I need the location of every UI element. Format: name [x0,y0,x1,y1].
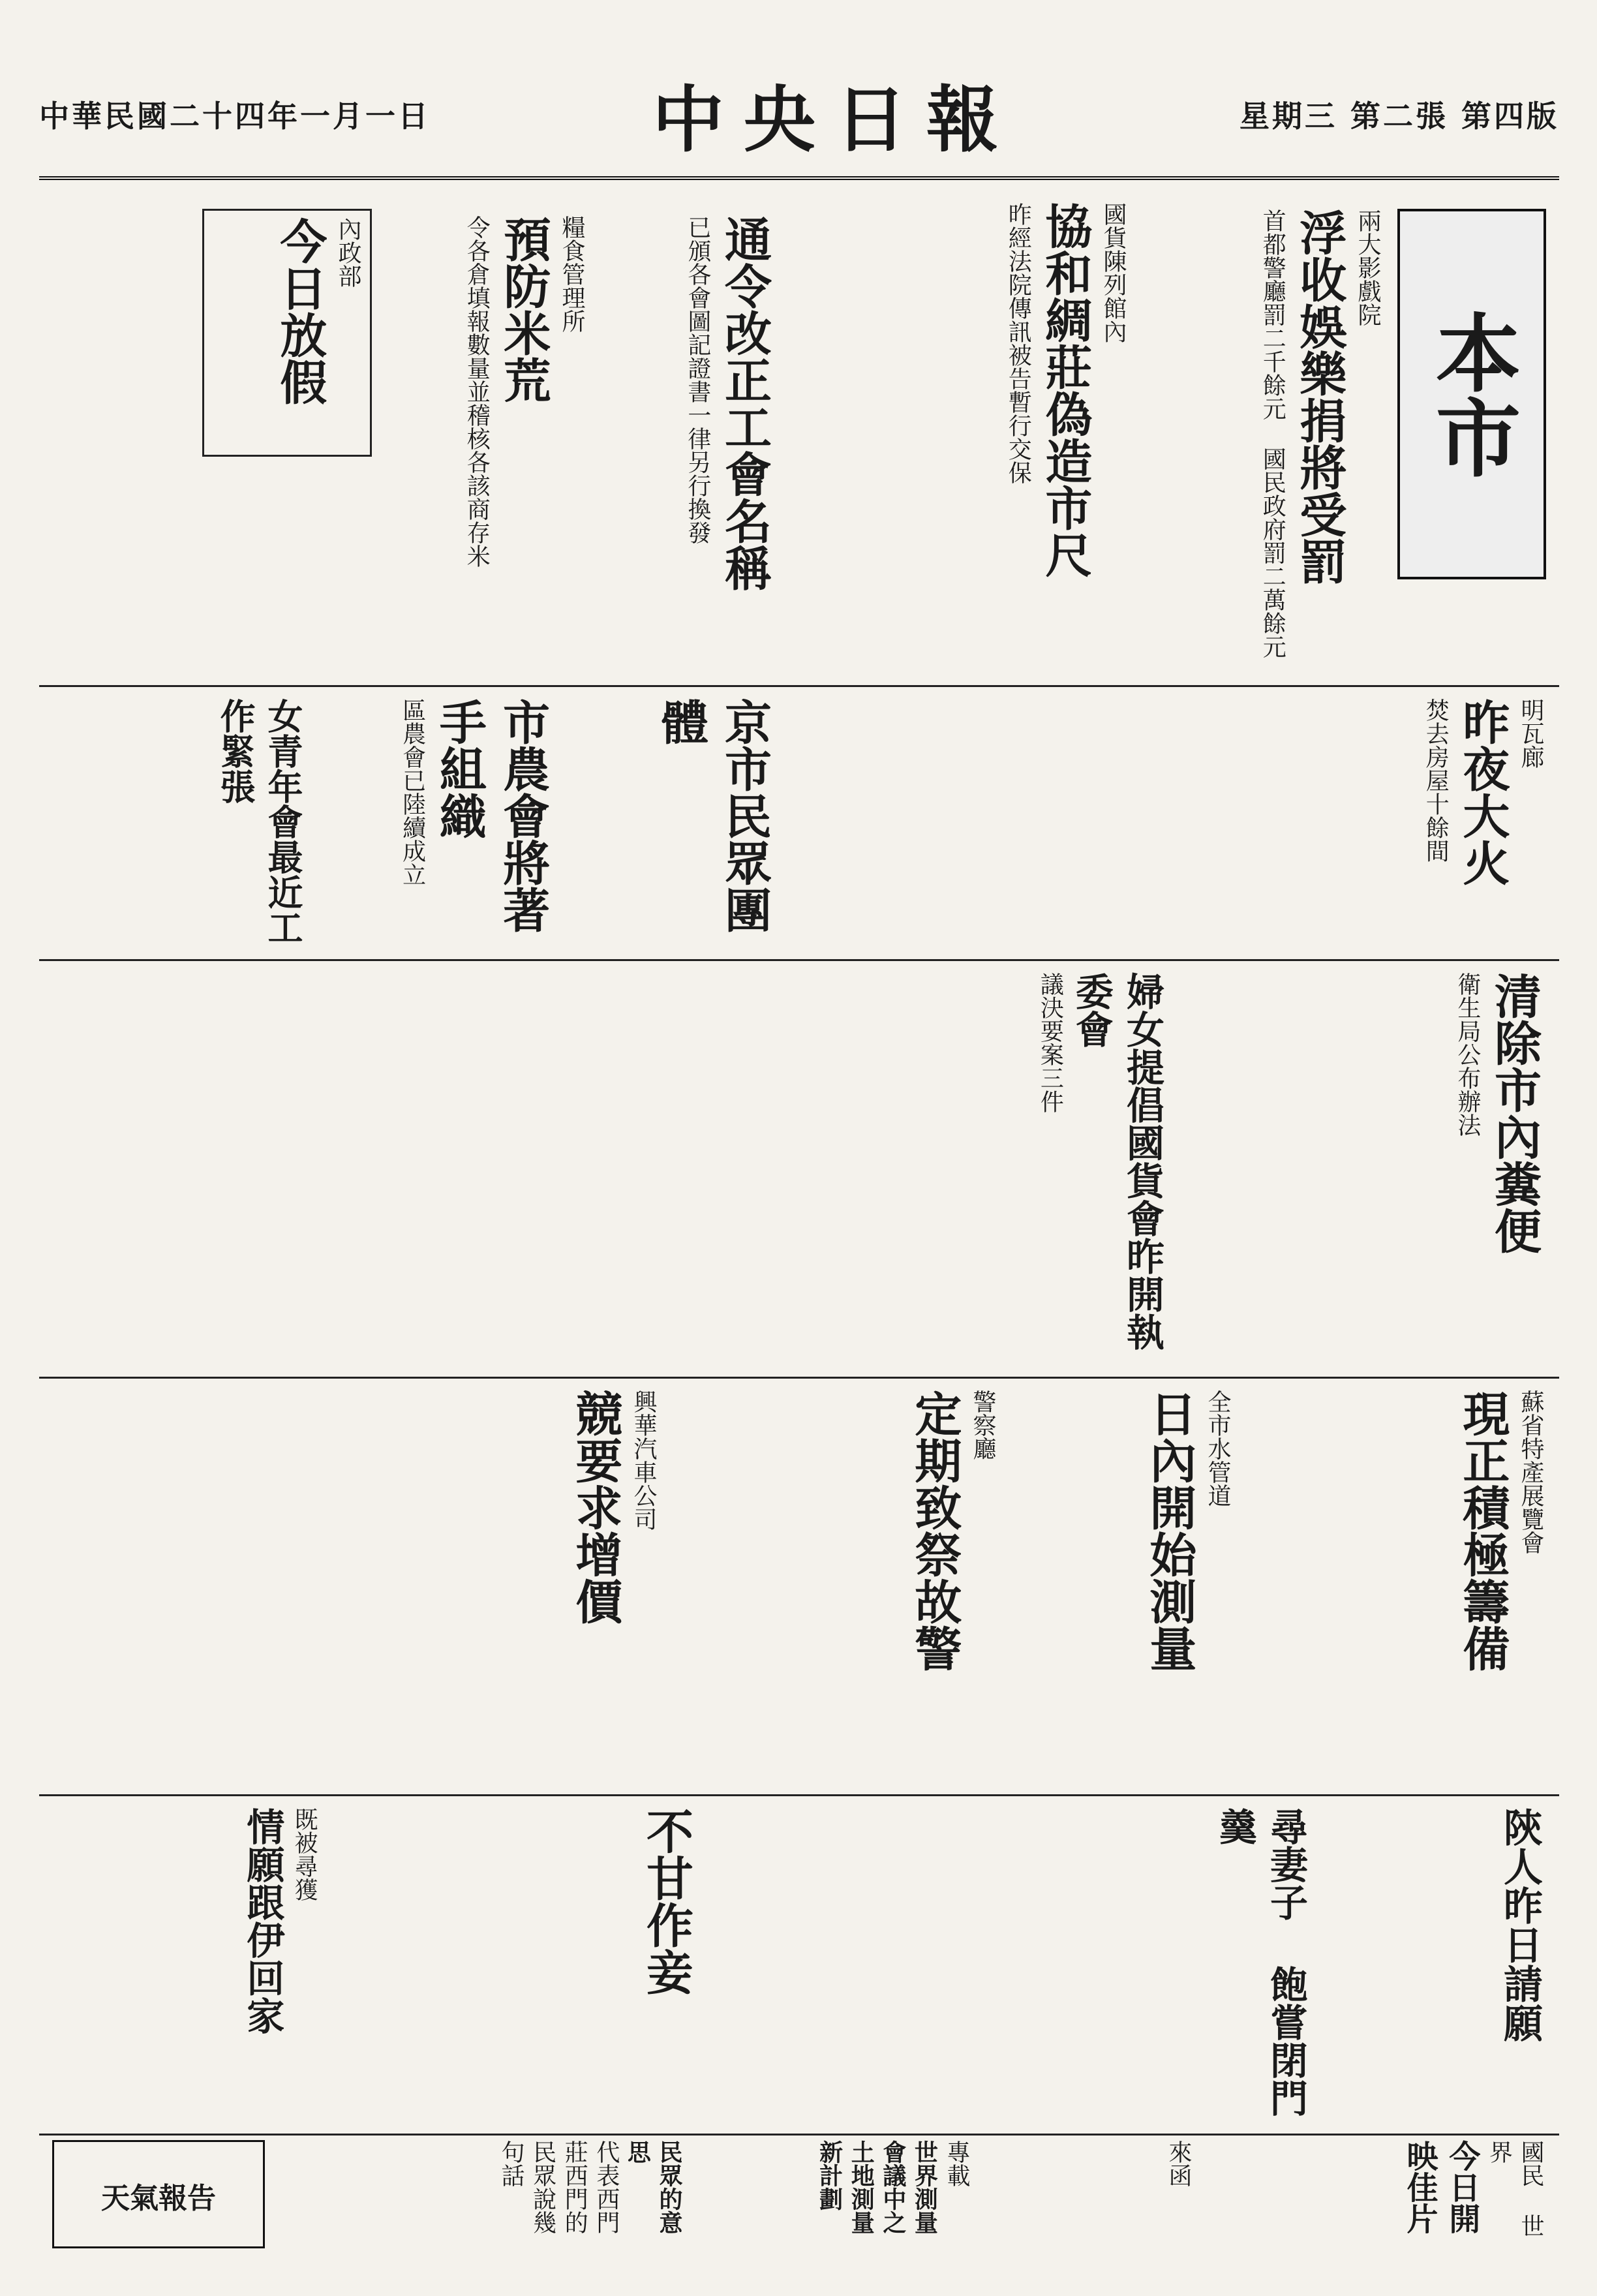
women-note: 議決要案三件 [1037,972,1064,1113]
labor-note: 已頒各會圖記證書一律另行換發 [684,215,711,544]
weather-title: 天氣報告 [101,2182,216,2215]
water-headline: 日內開始測量 [1142,1390,1198,1672]
ruler-note: 昨經法院傳訊被告暫行交保 [1005,202,1032,484]
article-fire [1311,698,1546,953]
famine-headline: 預防米荒 [496,215,552,403]
expo-headline: 現正積極籌備 [1455,1390,1511,1672]
love-subhead: 既被尋獲 [291,1807,318,1901]
water-subhead: 全市水管道 [1204,1390,1231,1507]
article-survey [724,2140,972,2251]
article-wife [1116,1807,1311,2120]
local-headline: 浮收娛樂捐將受罰 [1292,209,1348,585]
article-shaanxi [1390,1807,1546,2120]
bus-headline: 競要求增價 [568,1390,624,1625]
local-news-title: 本市 [1422,309,1522,479]
famine-note: 令各倉填報數量並稽核各該商存米 [463,215,491,568]
article-concubine [489,1807,698,2120]
article-reply [1063,2140,1194,2251]
local-news-banner [1397,209,1546,579]
shaanxi-headline: 陝人昨日請願 [1497,1807,1543,2042]
famine-subhead: 糧食管理所 [558,215,585,333]
police-subhead: 警察廳 [969,1390,996,1460]
article-police [802,1390,998,1781]
fire-note: 焚去房屋十餘間 [1422,698,1450,863]
local-note: 首都警廳罰二千餘元 國民政府罰二萬餘元 [1259,209,1286,658]
weather-box [52,2140,265,2248]
fire-subhead: 明瓦廊 [1517,698,1544,769]
holiday-subhead: 內政部 [335,217,361,288]
article-women [881,972,1168,1364]
article-love [137,1807,320,2120]
article-famine [391,215,587,659]
article-groups [581,698,776,953]
article-farm [333,698,555,953]
expo-subhead: 蘇省特產展覽會 [1517,1390,1544,1554]
opinion-subhead: 代表西門莊西門的民眾說幾句話 [498,2140,620,2234]
film-subhead: 國民 世界 [1485,2140,1544,2237]
local-subhead: 兩大影戲院 [1354,209,1381,326]
article-expo [1337,1390,1546,1781]
article-opinion [437,2140,685,2251]
survey-headline: 世界測量會議中之土地測量新計劃 [815,2140,939,2234]
ruler-headline: 協和綢莊偽造市尺 [1037,202,1093,578]
band-5 [39,1794,1559,2135]
article-labor [607,215,776,659]
fire-headline: 昨夜大火 [1455,698,1511,886]
film-headline: 今日開映佳片 [1401,2140,1480,2234]
masthead [39,52,1559,180]
farm-headline: 市農會將著手組織 [431,698,551,933]
groups-headline: 京市民眾團體 [653,698,772,933]
article-youth [137,698,307,953]
youth-headline: 女青年會最近工作緊張 [215,698,304,945]
band-6 [39,2134,1559,2258]
survey-subhead: 專載 [943,2140,970,2187]
cleanup-note: 衛生局公布辦法 [1453,972,1481,1137]
cleanup-headline: 清除市內糞便 [1487,972,1542,1254]
band-2 [39,685,1559,961]
masthead-issue: 星期三 第二張 第四版 [1239,99,1559,134]
band-1 [39,189,1559,687]
article-holiday [202,209,372,457]
police-headline: 定期致祭故警 [907,1390,963,1672]
article-ruler [789,202,1129,672]
holiday-headline: 今日放假 [272,217,328,405]
band-4 [39,1377,1559,1796]
ruler-subhead: 國貨陳列館內 [1100,202,1127,343]
article-bus [450,1390,659,1781]
love-headline: 情願跟伊回家 [240,1807,285,2034]
reply-subhead: 來函 [1165,2140,1192,2187]
women-headline: 婦女提倡國貨會昨開執委會 [1069,972,1164,1351]
newspaper-page [39,52,1559,2258]
concubine-headline: 不甘作妾 [639,1807,694,1995]
farm-note: 區農會已陸續成立 [399,698,426,886]
bus-subhead: 興華汽車公司 [630,1390,657,1531]
masthead-date: 中華民國二十四年一月一日 [39,99,431,134]
wife-headline: 尋妻子 飽嘗閉門羹 [1212,1807,1308,2117]
article-water [1037,1390,1233,1781]
article-film [1324,2140,1546,2251]
opinion-headline: 民眾的意思 [624,2140,683,2234]
content-area [39,189,1559,2258]
band-3 [39,959,1559,1379]
labor-headline: 通令改正工會名稱 [717,215,772,591]
article-local [1148,209,1383,666]
masthead-title: 中央日報 [652,78,1018,162]
article-cleanup [1246,972,1546,1364]
